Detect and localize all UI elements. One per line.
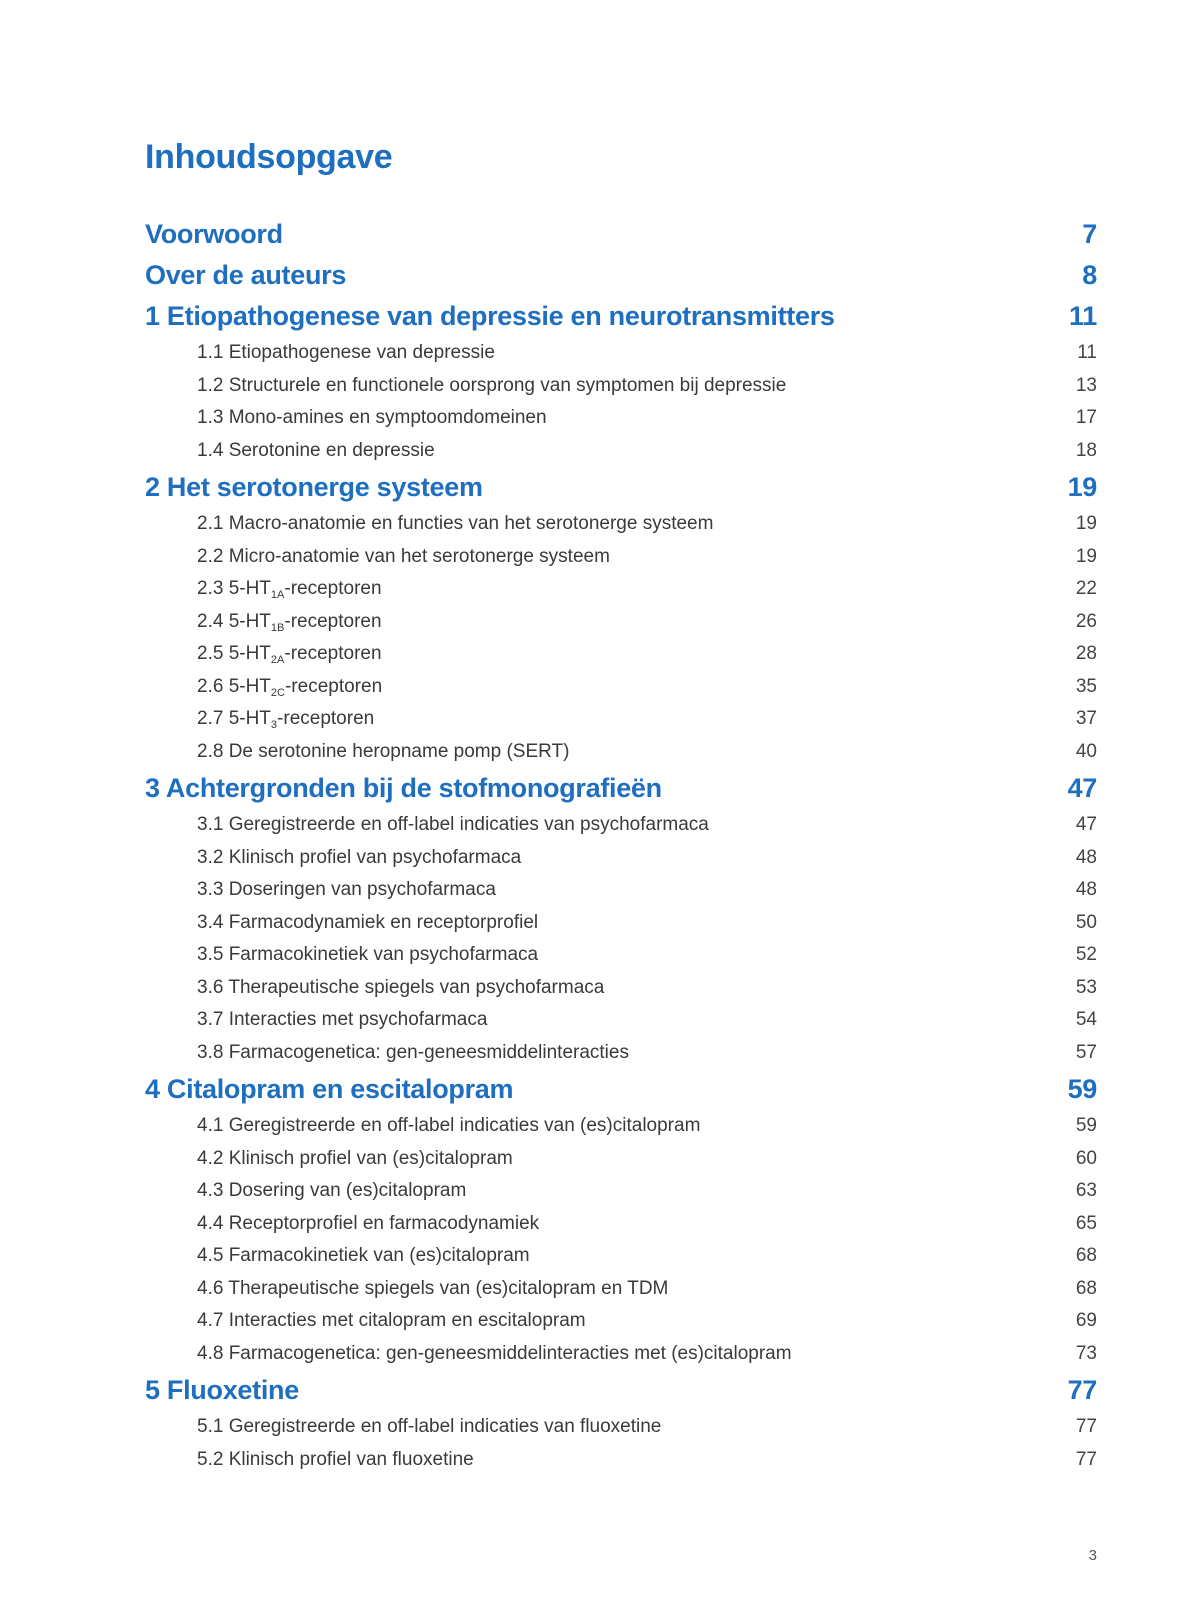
toc-entry-page-number: 59 (1075, 1115, 1097, 1136)
toc-entry-title-text: 3.4 Farmacodynamiek en receptorprofiel (197, 911, 539, 933)
toc-entry-title (197, 1305, 586, 1338)
toc-entry-page-number: 35 (1075, 675, 1097, 697)
toc-entry-page-number: 52 (1075, 944, 1097, 965)
toc-entry-page-number: 77 (1075, 1416, 1097, 1437)
toc-entry-page-number: 47 (1067, 773, 1097, 803)
toc-entry-title (197, 809, 709, 842)
toc-entry-title (197, 939, 538, 972)
toc-section[interactable] (145, 1037, 1097, 1070)
toc-entry-title (197, 736, 569, 769)
toc-entry-title-text: 2.3 5-HT (197, 578, 271, 599)
toc-entry-title-text: 1.4 Serotonine en depressie (197, 439, 435, 461)
toc-entry-title (197, 1444, 474, 1477)
toc-entry-title-text: 1.2 Structurele en functionele oorsprong van symptomen bij depressie (197, 374, 787, 396)
toc-chapter[interactable] (145, 296, 1097, 337)
toc-entry-page-number: 28 (1075, 643, 1097, 664)
toc-entry-page-number: 54 (1075, 1009, 1097, 1030)
toc-section[interactable] (145, 874, 1097, 907)
toc-entry-title (197, 703, 374, 736)
toc-entry-title (197, 1338, 792, 1371)
toc-chapter[interactable] (145, 467, 1097, 508)
toc-entry-title-text: 4.5 Farmacokinetiek van (es)citalopram (197, 1245, 530, 1266)
toc-section[interactable] (145, 671, 1097, 704)
toc-chapter[interactable] (145, 1069, 1097, 1110)
toc-entry-subscript: 3 (270, 719, 278, 731)
toc-entry-page-number: 47 (1075, 814, 1097, 835)
toc-section[interactable] (145, 1110, 1097, 1143)
toc-entry-page-number: 65 (1075, 1212, 1097, 1234)
toc-entry-title-suffix: -receptoren (284, 675, 383, 697)
table-of-contents (145, 214, 1097, 1476)
toc-entry-subscript: 2C (270, 686, 285, 699)
toc-entry-title-text: 4.3 Dosering van (es)citalopram (197, 1180, 467, 1201)
toc-entry-page-number: 40 (1075, 740, 1097, 762)
toc-entry-title-text: 5 Fluoxetine (145, 1375, 299, 1405)
toc-entry-page-number: 19 (1067, 472, 1097, 502)
toc-entry-title-suffix: -receptoren (284, 610, 382, 632)
toc-entry-title (197, 1273, 668, 1306)
toc-section[interactable] (145, 638, 1097, 671)
toc-entry-title (197, 541, 610, 574)
toc-entry-title-text: 2.5 5-HT (197, 643, 271, 664)
toc-entry-title-text: 4.1 Geregistreerde en off-label indicaties van (es)citalopram (197, 1115, 701, 1136)
toc-entry-title-text: 2.2 Micro-anatomie van het serotonerge systeem (197, 545, 610, 567)
toc-chapter[interactable] (145, 255, 1097, 296)
toc-section[interactable] (145, 1305, 1097, 1338)
toc-entry-page-number: 68 (1075, 1245, 1097, 1266)
toc-entry-title-text: 4 Citalopram en escitalopram (145, 1074, 514, 1104)
toc-entry-page-number: 59 (1067, 1074, 1097, 1104)
toc-section[interactable] (145, 402, 1097, 435)
toc-entry-page-number: 11 (1069, 301, 1097, 331)
toc-entry-page-number: 22 (1075, 578, 1097, 599)
toc-section[interactable] (145, 508, 1097, 541)
toc-entry-page-number: 50 (1075, 911, 1097, 933)
toc-entry-page-number: 19 (1075, 545, 1097, 567)
toc-entry-subscript: 1B (270, 621, 285, 634)
toc-entry-title (145, 214, 283, 255)
toc-entry-title-text: 4.4 Receptorprofiel en farmacodynamiek (197, 1212, 540, 1234)
toc-section[interactable] (145, 541, 1097, 574)
toc-entry-title (197, 842, 521, 875)
toc-entry-title-text: 5.2 Klinisch profiel van fluoxetine (197, 1448, 474, 1470)
toc-entry-title-text: 4.7 Interacties met citalopram en escitalopram (197, 1310, 586, 1331)
toc-entry-page-number: 7 (1082, 219, 1097, 249)
toc-section[interactable] (145, 1411, 1097, 1444)
toc-entry-page-number: 11 (1077, 342, 1097, 363)
toc-section[interactable] (145, 939, 1097, 972)
toc-section[interactable] (145, 736, 1097, 769)
toc-entry-title (145, 768, 662, 809)
toc-entry-title-text: 2.7 5-HT (197, 708, 271, 729)
toc-entry-title (145, 1069, 513, 1110)
toc-entry-subscript: 1A (270, 589, 285, 601)
toc-section[interactable] (145, 606, 1097, 639)
toc-entry-page-number: 73 (1075, 1342, 1097, 1364)
toc-entry-title (197, 606, 382, 639)
toc-entry-title-text: 4.6 Therapeutische spiegels van (es)citalopram en TDM (197, 1277, 669, 1299)
toc-entry-title-text: 1 Etiopathogenese van depressie en neurotransmitters (145, 301, 835, 331)
toc-section[interactable] (145, 573, 1097, 606)
toc-entry-title (197, 1004, 487, 1037)
toc-entry-title (197, 874, 496, 907)
toc-entry-title (197, 402, 547, 435)
toc-entry-title-text: 3.2 Klinisch profiel van psychofarmaca (197, 846, 522, 868)
toc-entry-page-number: 63 (1075, 1180, 1097, 1201)
toc-entry-page-number: 48 (1075, 846, 1097, 868)
toc-entry-title-text: 3.1 Geregistreerde en off-label indicaties van psychofarmaca (197, 814, 709, 835)
toc-entry-title (197, 573, 382, 606)
toc-entry-title (145, 467, 483, 508)
toc-entry-title-text: 4.2 Klinisch profiel van (es)citalopram (197, 1147, 513, 1169)
toc-entry-page-number: 18 (1075, 439, 1097, 461)
toc-section[interactable] (145, 703, 1097, 736)
toc-entry-page-number: 8 (1082, 260, 1097, 290)
toc-entry-title (197, 1037, 629, 1070)
toc-entry-title-text: 2.1 Macro-anatomie en functies van het serotonerge systeem (197, 513, 714, 534)
toc-entry-title-text: 3.8 Farmacogenetica: gen-geneesmiddelinteracties (197, 1041, 629, 1063)
toc-entry-title-text: 5.1 Geregistreerde en off-label indicaties van fluoxetine (197, 1416, 662, 1437)
toc-entry-page-number: 48 (1075, 879, 1097, 900)
toc-entry-title (197, 370, 786, 403)
toc-entry-title-text: 2.6 5-HT (197, 675, 271, 697)
toc-entry-title-suffix: -receptoren (284, 643, 382, 664)
toc-section[interactable] (145, 1338, 1097, 1371)
toc-chapter[interactable] (145, 214, 1097, 255)
toc-entry-page-number: 13 (1075, 374, 1097, 396)
toc-entry-page-number: 19 (1075, 513, 1097, 534)
toc-entry-title (197, 638, 382, 671)
toc-entry-page-number: 26 (1075, 610, 1097, 632)
toc-entry-page-number: 68 (1075, 1277, 1097, 1299)
toc-entry-title-text: 3.7 Interacties met psychofarmaca (197, 1009, 488, 1030)
toc-entry-title-text: 2.8 De serotonine heropname pomp (SERT) (197, 740, 570, 762)
toc-section[interactable] (145, 842, 1097, 875)
toc-section[interactable] (145, 809, 1097, 842)
toc-entry-page-number: 53 (1075, 976, 1097, 998)
toc-entry-title (197, 1143, 513, 1176)
toc-entry-title-text: 3.5 Farmacokinetiek van psychofarmaca (197, 944, 539, 965)
toc-entry-title (197, 907, 538, 940)
toc-entry-title-text: 4.8 Farmacogenetica: gen-geneesmiddelinteracties met (es)citalopram (197, 1342, 792, 1364)
toc-entry-title-text: Over de auteurs (145, 260, 347, 290)
toc-entry-title-text: 1.1 Etiopathogenese van depressie (197, 342, 495, 363)
toc-entry-title (197, 508, 713, 541)
toc-entry-page-number: 69 (1075, 1310, 1097, 1331)
toc-section[interactable] (145, 1273, 1097, 1306)
toc-entry-title (197, 1240, 530, 1273)
toc-section[interactable] (145, 1444, 1097, 1477)
toc-entry-title (145, 1370, 299, 1411)
toc-entry-title-suffix: -receptoren (277, 708, 375, 729)
toc-entry-title-text: Voorwoord (145, 219, 283, 249)
toc-section[interactable] (145, 1175, 1097, 1208)
toc-entry-title (197, 337, 495, 370)
toc-entry-title (197, 1411, 661, 1444)
toc-entry-title (197, 1110, 700, 1143)
toc-entry-title (145, 255, 346, 296)
toc-entry-subscript: 2A (270, 654, 285, 666)
toc-entry-title-suffix: -receptoren (284, 578, 382, 599)
toc-section[interactable] (145, 1240, 1097, 1273)
toc-entry-title-text: 2 Het serotonerge systeem (145, 472, 483, 502)
toc-entry-title-text: 1.3 Mono-amines en symptoomdomeinen (197, 407, 547, 428)
toc-entry-page-number: 77 (1067, 1375, 1097, 1405)
toc-entry-title-text: 3.3 Doseringen van psychofarmaca (197, 879, 496, 900)
toc-section[interactable] (145, 1143, 1097, 1176)
toc-section[interactable] (145, 370, 1097, 403)
toc-section[interactable] (145, 1208, 1097, 1241)
toc-entry-title (197, 972, 604, 1005)
page-title: Inhoudsopgave (145, 138, 393, 176)
toc-chapter[interactable] (145, 768, 1097, 809)
toc-section[interactable] (145, 337, 1097, 370)
toc-entry-title-text: 2.4 5-HT (197, 610, 271, 632)
toc-entry-page-number: 57 (1075, 1041, 1097, 1063)
toc-entry-page-number: 60 (1075, 1147, 1097, 1169)
toc-section[interactable] (145, 435, 1097, 468)
toc-entry-title (197, 671, 382, 704)
toc-entry-title (145, 296, 835, 337)
toc-chapter[interactable] (145, 1370, 1097, 1411)
toc-entry-title (197, 1175, 466, 1208)
toc-section[interactable] (145, 907, 1097, 940)
page-number: 3 (1088, 1547, 1097, 1564)
toc-entry-page-number: 37 (1075, 708, 1097, 729)
toc-entry-title (197, 1208, 539, 1241)
toc-section[interactable] (145, 1004, 1097, 1037)
toc-entry-page-number: 17 (1075, 407, 1097, 428)
toc-entry-title-text: 3 Achtergronden bij de stofmonografieën (145, 773, 662, 803)
toc-entry-page-number: 77 (1075, 1448, 1097, 1470)
toc-entry-title-text: 3.6 Therapeutische spiegels van psychofarmaca (197, 976, 605, 998)
toc-section[interactable] (145, 972, 1097, 1005)
toc-entry-title (197, 435, 435, 468)
